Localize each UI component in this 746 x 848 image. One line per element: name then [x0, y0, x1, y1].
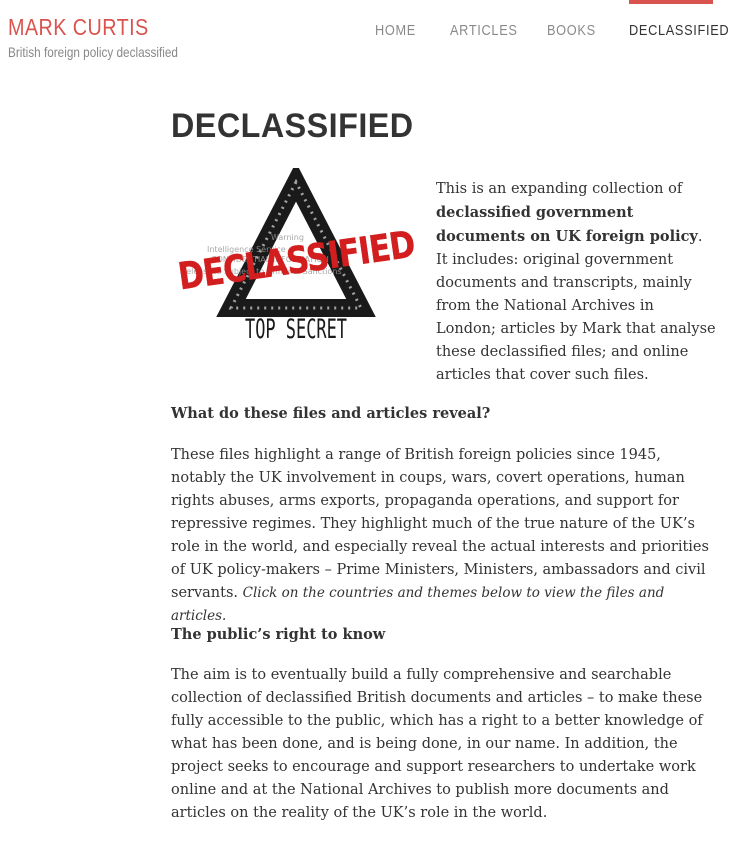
reveal-text: These files highlight a range of British foreign policies since 1945, notably the UK involvement in coups, wars, covert operations, human rights abuses, arms exports, propaganda operations, and support for repressive regimes. They highlight much of the true nature of the UK’s role in the world, and especially reveal the actual interests and priorities of UK policy-makers – Prime Ministers, Ministers, ambassadors and civil servants. [171, 447, 709, 601]
site-tagline: British foreign policy declassified [8, 44, 178, 60]
section-paragraph-right-to-know: The aim is to eventually build a fully comprehensive and searchable collection of declassified British documents and articles – to make these fully accessible to the public, which has a right to a better knowledge of what has been done, and is being done, in our name. In addition, the project seeks to encourage and support researchers to undertake work online and at the National Archives to publish more documents and articles on the reality of the UK’s role in the world. [171, 667, 703, 821]
stamp-graphic [171, 168, 421, 348]
intro-paragraph [436, 178, 716, 387]
click-instruction-note: Click on the countries and themes below to view the files and articles. [171, 585, 665, 624]
intro-text-start: This is an expanding collection of [436, 181, 683, 197]
top-secret-label: TOP SECRET [245, 314, 347, 345]
nav-active-indicator [629, 0, 713, 4]
nav-item-home[interactable]: HOME [375, 22, 416, 39]
nav-item-books[interactable]: BOOKS [547, 22, 596, 39]
faded-text: Release is Subject to Criminal Sanctions [181, 267, 342, 276]
declassified-stamp-image [171, 168, 421, 348]
nav-item-articles[interactable]: ARTICLES [450, 22, 518, 39]
faded-text: Intelligence Service [207, 245, 286, 254]
stamp-text: DECLASSIFIED [175, 216, 421, 299]
faded-text: CONFIDENTIAL INFORMATION [211, 255, 329, 264]
page-title: DECLASSIFIED [171, 107, 414, 145]
site-title-link[interactable]: MARK CURTIS [8, 14, 149, 40]
section-heading-reveal: What do these files and articles reveal? [171, 405, 491, 422]
section-heading-right-to-know: The public’s right to know [171, 626, 386, 643]
intro-text-end: . It includes: original government documents and transcripts, mainly from the National Archives in London; articles by Mark that analyse these declassified files; and online articles that cover such files. [436, 229, 716, 383]
intro-bold-text: declassified government documents on UK foreign policy [436, 204, 698, 245]
nav-item-declassified[interactable]: DECLASSIFIED [629, 22, 730, 39]
faded-text: Warning [271, 233, 304, 242]
section-paragraph-reveal [171, 444, 716, 628]
